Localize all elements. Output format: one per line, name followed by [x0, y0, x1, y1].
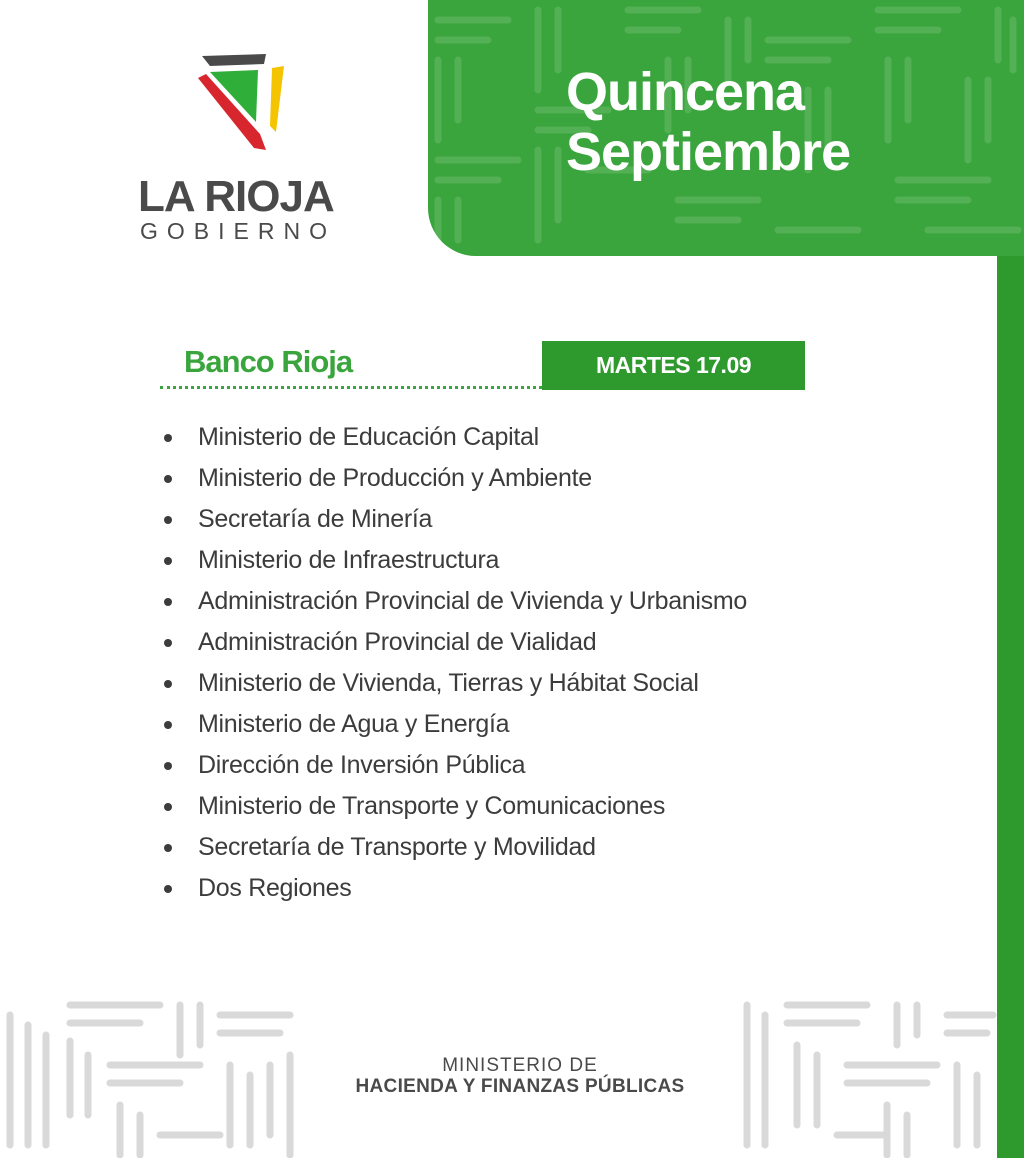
- footer-line-1: MINISTERIO DE: [442, 1055, 598, 1076]
- bullet-icon: [164, 475, 172, 483]
- logo-subtitle: GOBIERNO: [140, 218, 336, 244]
- bank-name: Banco Rioja: [184, 344, 353, 379]
- list-item-label: Secretaría de Transporte y Movilidad: [198, 833, 596, 861]
- list-item-label: Administración Provincial de Vialidad: [198, 628, 597, 656]
- list-item-label: Dos Regiones: [198, 874, 352, 902]
- bullet-icon: [164, 803, 172, 811]
- entity-list: [160, 417, 747, 909]
- list-item-label: Ministerio de Agua y Energía: [198, 710, 510, 738]
- list-item-label: Administración Provincial de Vivienda y Urbanismo: [198, 587, 747, 615]
- page-title: [566, 62, 850, 182]
- bullet-icon: [164, 434, 172, 442]
- bullet-icon: [164, 639, 172, 647]
- list-item: [160, 622, 747, 663]
- title-line-2: Septiembre: [566, 122, 851, 182]
- list-item-label: Ministerio de Educación Capital: [198, 423, 539, 451]
- date-badge: MARTES 17.09: [542, 341, 805, 390]
- list-item-label: Ministerio de Transporte y Comunicaciones: [198, 792, 666, 820]
- list-item-label: Ministerio de Infraestructura: [198, 546, 500, 574]
- list-item-label: Dirección de Inversión Pública: [198, 751, 526, 779]
- logo-mark-icon: [196, 50, 292, 154]
- bullet-icon: [164, 516, 172, 524]
- bullet-icon: [164, 885, 172, 893]
- bottom-right-pattern: [737, 995, 997, 1158]
- list-item-label: Ministerio de Producción y Ambiente: [198, 464, 592, 492]
- bullet-icon: [164, 557, 172, 565]
- list-item: [160, 745, 747, 786]
- list-item: [160, 540, 747, 581]
- list-item: [160, 458, 747, 499]
- bullet-icon: [164, 598, 172, 606]
- bullet-icon: [164, 680, 172, 688]
- bullet-icon: [164, 762, 172, 770]
- list-item: [160, 663, 747, 704]
- title-line-1: Quincena: [566, 62, 805, 122]
- header-panel: [428, 0, 1024, 256]
- list-item: [160, 868, 747, 909]
- section-divider: [160, 386, 542, 389]
- list-item: [160, 499, 747, 540]
- list-item: [160, 581, 747, 622]
- bottom-left-pattern: [0, 995, 300, 1158]
- list-item: [160, 704, 747, 745]
- footer-line-2: HACIENDA Y FINANZAS PÚBLICAS: [355, 1076, 685, 1097]
- list-item: [160, 786, 747, 827]
- footer: [320, 1056, 720, 1098]
- list-item-label: Ministerio de Vivienda, Tierras y Hábitat Social: [198, 669, 699, 697]
- government-logo: [138, 48, 368, 248]
- list-item: [160, 417, 747, 458]
- right-accent-bar: [997, 256, 1024, 1158]
- logo-name: LA RIOJA: [138, 172, 334, 221]
- bullet-icon: [164, 844, 172, 852]
- bullet-icon: [164, 721, 172, 729]
- list-item-label: Secretaría de Minería: [198, 505, 433, 533]
- list-item: [160, 827, 747, 868]
